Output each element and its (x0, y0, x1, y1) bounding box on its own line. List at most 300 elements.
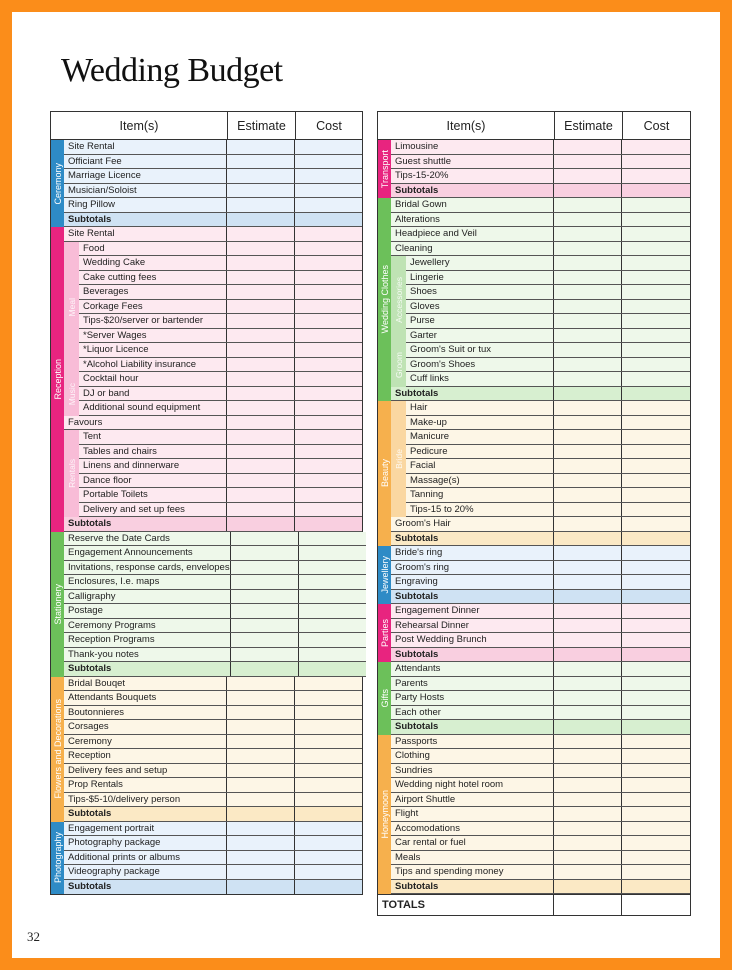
section-stationery (51, 532, 362, 677)
estimate-cell[interactable] (553, 749, 621, 763)
cost-cell[interactable] (621, 329, 690, 343)
estimate-cell[interactable] (553, 691, 621, 705)
estimate-cell[interactable] (226, 169, 294, 183)
estimate-cell[interactable] (553, 227, 621, 241)
estimate-cell[interactable] (553, 648, 621, 662)
estimate-cell[interactable] (553, 256, 621, 270)
cost-cell[interactable] (621, 430, 690, 444)
section-wedding-clothes (378, 198, 690, 401)
cost-cell[interactable] (621, 604, 690, 618)
cost-cell[interactable] (621, 227, 690, 241)
estimate-cell[interactable] (226, 300, 294, 314)
estimate-cell[interactable] (230, 575, 298, 589)
cost-cell[interactable] (294, 184, 362, 198)
cost-cell[interactable] (294, 517, 362, 531)
subgroup-rentals (64, 430, 362, 517)
cost-cell[interactable] (294, 198, 362, 212)
header-items: Item(s) (446, 118, 486, 133)
table-row: Invitations, response cards, envelopes (64, 561, 366, 576)
table-row: Delivery and set up fees (79, 503, 362, 518)
table-row: Tips-15-20% (391, 169, 690, 184)
table-row: Wedding night hotel room (391, 778, 690, 793)
cost-cell[interactable] (621, 358, 690, 372)
cost-cell[interactable] (294, 343, 362, 357)
cost-cell[interactable] (621, 764, 690, 778)
estimate-cell[interactable] (553, 822, 621, 836)
table-row: Tanning (406, 488, 690, 503)
cost-cell[interactable] (294, 459, 362, 473)
cost-cell[interactable] (621, 691, 690, 705)
cost-cell[interactable] (298, 633, 366, 647)
table-row: Tips-$20/server or bartender (79, 314, 362, 329)
estimate-cell[interactable] (553, 430, 621, 444)
cost-cell[interactable] (621, 865, 690, 879)
table-row: Boutonnieres (64, 706, 362, 721)
table-row: Groom's Shoes (406, 358, 690, 373)
cost-cell[interactable] (294, 793, 362, 807)
cost-cell[interactable] (294, 285, 362, 299)
subtotal-row: Subtotals (391, 532, 690, 547)
estimate-cell[interactable] (553, 880, 621, 894)
cost-cell[interactable] (621, 140, 690, 154)
cost-cell[interactable] (621, 372, 690, 386)
cost-cell[interactable] (621, 851, 690, 865)
cost-cell[interactable] (294, 271, 362, 285)
table-row: Ceremony Programs (64, 619, 366, 634)
estimate-cell[interactable] (553, 169, 621, 183)
table-row: Marriage Licence (64, 169, 362, 184)
cost-cell[interactable] (621, 401, 690, 415)
cost-cell[interactable] (294, 735, 362, 749)
cost-cell[interactable] (298, 561, 366, 575)
table-row: Manicure (406, 430, 690, 445)
estimate-cell[interactable] (226, 706, 294, 720)
estimate-cell[interactable] (553, 372, 621, 386)
estimate-cell[interactable] (553, 329, 621, 343)
table-row: Accomodations (391, 822, 690, 837)
section-transport (378, 140, 690, 198)
estimate-cell[interactable] (226, 836, 294, 850)
cost-cell[interactable] (621, 532, 690, 546)
estimate-cell[interactable] (553, 706, 621, 720)
table-row: Engagement portrait (64, 822, 362, 837)
estimate-cell[interactable] (226, 416, 294, 430)
cost-cell[interactable] (294, 213, 362, 227)
estimate-cell[interactable] (226, 851, 294, 865)
estimate-cell[interactable] (553, 459, 621, 473)
cost-cell[interactable] (298, 590, 366, 604)
cost-cell[interactable] (298, 662, 366, 676)
cost-cell[interactable] (294, 836, 362, 850)
estimate-cell[interactable] (226, 677, 294, 691)
table-row: Favours (64, 416, 362, 431)
estimate-cell[interactable] (226, 227, 294, 241)
cost-cell[interactable] (621, 271, 690, 285)
cost-cell[interactable] (294, 488, 362, 502)
table-row: Shoes (406, 285, 690, 300)
estimate-cell[interactable] (553, 619, 621, 633)
cost-cell[interactable] (298, 648, 366, 662)
estimate-cell[interactable] (226, 213, 294, 227)
cost-cell[interactable] (621, 778, 690, 792)
cost-cell[interactable] (621, 169, 690, 183)
budget-table-right (377, 111, 691, 916)
estimate-cell[interactable] (230, 546, 298, 560)
table-row: *Liquor Licence (79, 343, 362, 358)
estimate-cell[interactable] (553, 546, 621, 560)
table-row: Passports (391, 735, 690, 750)
cost-cell[interactable] (621, 314, 690, 328)
estimate-cell[interactable] (553, 662, 621, 676)
estimate-cell[interactable] (553, 401, 621, 415)
estimate-cell[interactable] (230, 604, 298, 618)
estimate-cell[interactable] (226, 503, 294, 517)
cost-cell[interactable] (294, 807, 362, 821)
estimate-cell[interactable] (230, 561, 298, 575)
cost-cell[interactable] (621, 677, 690, 691)
cost-cell[interactable] (621, 416, 690, 430)
cost-cell[interactable] (621, 184, 690, 198)
subgroup-label-music: Music (64, 372, 79, 416)
table-row: Lingerie (406, 271, 690, 286)
section-beauty (378, 401, 690, 546)
cost-cell[interactable] (621, 343, 690, 357)
cost-cell[interactable] (294, 677, 362, 691)
table-row: Headpiece and Veil (391, 227, 690, 242)
estimate-cell[interactable] (226, 401, 294, 415)
total-estimate-cell[interactable] (553, 895, 621, 915)
cost-cell[interactable] (621, 285, 690, 299)
table-row: Food (79, 242, 362, 257)
table-row: Cuff links (406, 372, 690, 387)
subtotal-row: Subtotals (64, 807, 362, 822)
estimate-cell[interactable] (553, 300, 621, 314)
cost-cell[interactable] (294, 387, 362, 401)
estimate-cell[interactable] (553, 865, 621, 879)
estimate-cell[interactable] (553, 517, 621, 531)
table-row: Sundries (391, 764, 690, 779)
section-jewellery (378, 546, 690, 604)
estimate-cell[interactable] (553, 314, 621, 328)
cost-cell[interactable] (294, 256, 362, 270)
cost-cell[interactable] (621, 517, 690, 531)
table-row: *Server Wages (79, 329, 362, 344)
estimate-cell[interactable] (226, 343, 294, 357)
cost-cell[interactable] (294, 720, 362, 734)
table-row: Groom's ring (391, 561, 690, 576)
estimate-cell[interactable] (553, 793, 621, 807)
estimate-cell[interactable] (226, 140, 294, 154)
table-row: Cake cutting fees (79, 271, 362, 286)
cost-cell[interactable] (621, 503, 690, 517)
cost-cell[interactable] (621, 619, 690, 633)
table-row: Officiant Fee (64, 155, 362, 170)
cost-cell[interactable] (294, 430, 362, 444)
table-row: Party Hosts (391, 691, 690, 706)
cost-cell[interactable] (621, 561, 690, 575)
header-items: Item(s) (119, 118, 159, 133)
estimate-cell[interactable] (553, 807, 621, 821)
table-row: Additional prints or albums (64, 851, 362, 866)
estimate-cell[interactable] (226, 735, 294, 749)
cost-cell[interactable] (294, 314, 362, 328)
cost-cell[interactable] (294, 416, 362, 430)
estimate-cell[interactable] (553, 677, 621, 691)
estimate-cell[interactable] (226, 430, 294, 444)
table-row: DJ or band (79, 387, 362, 402)
cost-cell[interactable] (294, 329, 362, 343)
estimate-cell[interactable] (553, 720, 621, 734)
estimate-cell[interactable] (230, 532, 298, 546)
estimate-cell[interactable] (226, 329, 294, 343)
section-flowers (51, 677, 362, 822)
estimate-cell[interactable] (553, 387, 621, 401)
subgroup-label-bride: Bride (391, 401, 406, 517)
totals-label: TOTALS (382, 899, 425, 911)
estimate-cell[interactable] (226, 155, 294, 169)
table-row: Bridal Bouqet (64, 677, 362, 692)
cost-cell[interactable] (294, 140, 362, 154)
table-row: Corsages (64, 720, 362, 735)
table-row: Alterations (391, 213, 690, 228)
cost-cell[interactable] (621, 242, 690, 256)
estimate-cell[interactable] (553, 140, 621, 154)
cost-cell[interactable] (621, 836, 690, 850)
cost-cell[interactable] (621, 488, 690, 502)
estimate-cell[interactable] (226, 865, 294, 879)
cost-cell[interactable] (294, 242, 362, 256)
estimate-cell[interactable] (230, 619, 298, 633)
cost-cell[interactable] (294, 749, 362, 763)
estimate-cell[interactable] (226, 749, 294, 763)
estimate-cell[interactable] (226, 474, 294, 488)
cost-cell[interactable] (621, 648, 690, 662)
estimate-cell[interactable] (553, 604, 621, 618)
section-label-jewellery: Jewellery (378, 546, 391, 604)
table-row: Rehearsal Dinner (391, 619, 690, 634)
cost-cell[interactable] (621, 300, 690, 314)
estimate-cell[interactable] (226, 488, 294, 502)
cost-cell[interactable] (298, 619, 366, 633)
cost-cell[interactable] (294, 169, 362, 183)
estimate-cell[interactable] (226, 764, 294, 778)
table-row: Jewellery (406, 256, 690, 271)
table-row: Postage (64, 604, 366, 619)
cost-cell[interactable] (621, 459, 690, 473)
estimate-cell[interactable] (226, 880, 294, 895)
estimate-cell[interactable] (226, 517, 294, 531)
subgroup-accessories (391, 256, 690, 343)
table-row: Prop Rentals (64, 778, 362, 793)
cost-cell[interactable] (294, 764, 362, 778)
estimate-cell[interactable] (553, 503, 621, 517)
table-row: Limousine (391, 140, 690, 155)
estimate-cell[interactable] (553, 343, 621, 357)
estimate-cell[interactable] (553, 474, 621, 488)
estimate-cell[interactable] (553, 836, 621, 850)
cost-cell[interactable] (621, 575, 690, 589)
table-row: Tips and spending money (391, 865, 690, 880)
cost-cell[interactable] (294, 401, 362, 415)
cost-cell[interactable] (294, 503, 362, 517)
estimate-cell[interactable] (553, 590, 621, 604)
estimate-cell[interactable] (226, 372, 294, 386)
cost-cell[interactable] (298, 575, 366, 589)
estimate-cell[interactable] (553, 851, 621, 865)
table-row: Thank-you notes (64, 648, 366, 663)
estimate-cell[interactable] (226, 358, 294, 372)
estimate-cell[interactable] (553, 271, 621, 285)
table-header (378, 112, 690, 140)
cost-cell[interactable] (294, 851, 362, 865)
estimate-cell[interactable] (226, 271, 294, 285)
cost-cell[interactable] (294, 822, 362, 836)
total-cost-cell[interactable] (621, 895, 690, 915)
estimate-cell[interactable] (226, 459, 294, 473)
estimate-cell[interactable] (226, 256, 294, 270)
cost-cell[interactable] (294, 778, 362, 792)
header-cost: Cost (295, 112, 362, 139)
table-row: *Alcohol Liability insurance (79, 358, 362, 373)
estimate-cell[interactable] (226, 793, 294, 807)
estimate-cell[interactable] (553, 778, 621, 792)
estimate-cell[interactable] (553, 575, 621, 589)
table-row: Cleaning (391, 242, 690, 257)
section-label-stationery: Stationery (51, 532, 64, 677)
totals-row (378, 894, 690, 915)
cost-cell[interactable] (294, 706, 362, 720)
cost-cell[interactable] (621, 445, 690, 459)
subgroup-label-meal: Meal (64, 242, 79, 373)
estimate-cell[interactable] (226, 822, 294, 836)
estimate-cell[interactable] (553, 735, 621, 749)
estimate-cell[interactable] (230, 590, 298, 604)
cost-cell[interactable] (621, 155, 690, 169)
section-reception (51, 227, 362, 532)
cost-cell[interactable] (298, 604, 366, 618)
estimate-cell[interactable] (226, 778, 294, 792)
table-row: Garter (406, 329, 690, 344)
table-row: Photography package (64, 836, 362, 851)
cost-cell[interactable] (621, 749, 690, 763)
estimate-cell[interactable] (226, 807, 294, 821)
subtotal-row: Subtotals (391, 387, 690, 402)
cost-cell[interactable] (294, 358, 362, 372)
subtotal-row: Subtotals (64, 662, 366, 677)
cost-cell[interactable] (294, 445, 362, 459)
section-label-gifts: Gifts (378, 662, 391, 735)
section-label-wedding-clothes: Wedding Clothes (378, 198, 391, 401)
estimate-cell[interactable] (553, 184, 621, 198)
estimate-cell[interactable] (226, 445, 294, 459)
cost-cell[interactable] (621, 735, 690, 749)
subgroup-music (64, 372, 362, 416)
cost-cell[interactable] (298, 546, 366, 560)
table-row: Bridal Gown (391, 198, 690, 213)
table-row: Linens and dinnerware (79, 459, 362, 474)
cost-cell[interactable] (298, 532, 366, 546)
section-ceremony (51, 140, 362, 227)
estimate-cell[interactable] (553, 285, 621, 299)
cost-cell[interactable] (294, 880, 362, 895)
estimate-cell[interactable] (553, 358, 621, 372)
page-number: 32 (27, 929, 40, 944)
estimate-cell[interactable] (553, 445, 621, 459)
estimate-cell[interactable] (553, 532, 621, 546)
cost-cell[interactable] (621, 807, 690, 821)
cost-cell[interactable] (621, 720, 690, 734)
table-row: Engagement Announcements (64, 546, 366, 561)
estimate-cell[interactable] (226, 285, 294, 299)
cost-cell[interactable] (621, 662, 690, 676)
table-row: Engraving (391, 575, 690, 590)
cost-cell[interactable] (621, 198, 690, 212)
estimate-cell[interactable] (553, 633, 621, 647)
estimate-cell[interactable] (553, 198, 621, 212)
table-row: Additional sound equipment (79, 401, 362, 416)
estimate-cell[interactable] (226, 691, 294, 705)
estimate-cell[interactable] (226, 720, 294, 734)
estimate-cell[interactable] (226, 198, 294, 212)
estimate-cell[interactable] (226, 314, 294, 328)
cost-cell[interactable] (621, 706, 690, 720)
estimate-cell[interactable] (553, 488, 621, 502)
cost-cell[interactable] (294, 227, 362, 241)
cost-cell[interactable] (294, 691, 362, 705)
cost-cell[interactable] (621, 474, 690, 488)
estimate-cell[interactable] (226, 184, 294, 198)
estimate-cell[interactable] (230, 662, 298, 676)
estimate-cell[interactable] (553, 155, 621, 169)
header-cost: Cost (622, 112, 690, 139)
cost-cell[interactable] (294, 865, 362, 879)
estimate-cell[interactable] (553, 561, 621, 575)
subgroup-label-accessories: Accessories (391, 256, 406, 343)
section-photography (51, 822, 362, 895)
table-row: Gloves (406, 300, 690, 315)
estimate-cell[interactable] (230, 648, 298, 662)
table-row: Reserve the Date Cards (64, 532, 366, 547)
cost-cell[interactable] (621, 633, 690, 647)
estimate-cell[interactable] (553, 242, 621, 256)
cost-cell[interactable] (294, 155, 362, 169)
estimate-cell[interactable] (226, 242, 294, 256)
subtotal-row: Subtotals (391, 648, 690, 663)
cost-cell[interactable] (621, 256, 690, 270)
estimate-cell[interactable] (553, 213, 621, 227)
cost-cell[interactable] (294, 372, 362, 386)
table-row: Meals (391, 851, 690, 866)
cost-cell[interactable] (294, 474, 362, 488)
estimate-cell[interactable] (553, 764, 621, 778)
cost-cell[interactable] (621, 793, 690, 807)
cost-cell[interactable] (621, 822, 690, 836)
table-row: Ceremony (64, 735, 362, 750)
cost-cell[interactable] (621, 213, 690, 227)
subgroup-meal (64, 242, 362, 373)
cost-cell[interactable] (621, 880, 690, 894)
estimate-cell[interactable] (230, 633, 298, 647)
estimate-cell[interactable] (553, 416, 621, 430)
cost-cell[interactable] (294, 300, 362, 314)
section-label-transport: Transport (378, 140, 391, 198)
table-row: Site Rental (64, 227, 362, 242)
subgroup-bride (391, 401, 690, 517)
cost-cell[interactable] (621, 387, 690, 401)
estimate-cell[interactable] (226, 387, 294, 401)
cost-cell[interactable] (621, 546, 690, 560)
cost-cell[interactable] (621, 590, 690, 604)
